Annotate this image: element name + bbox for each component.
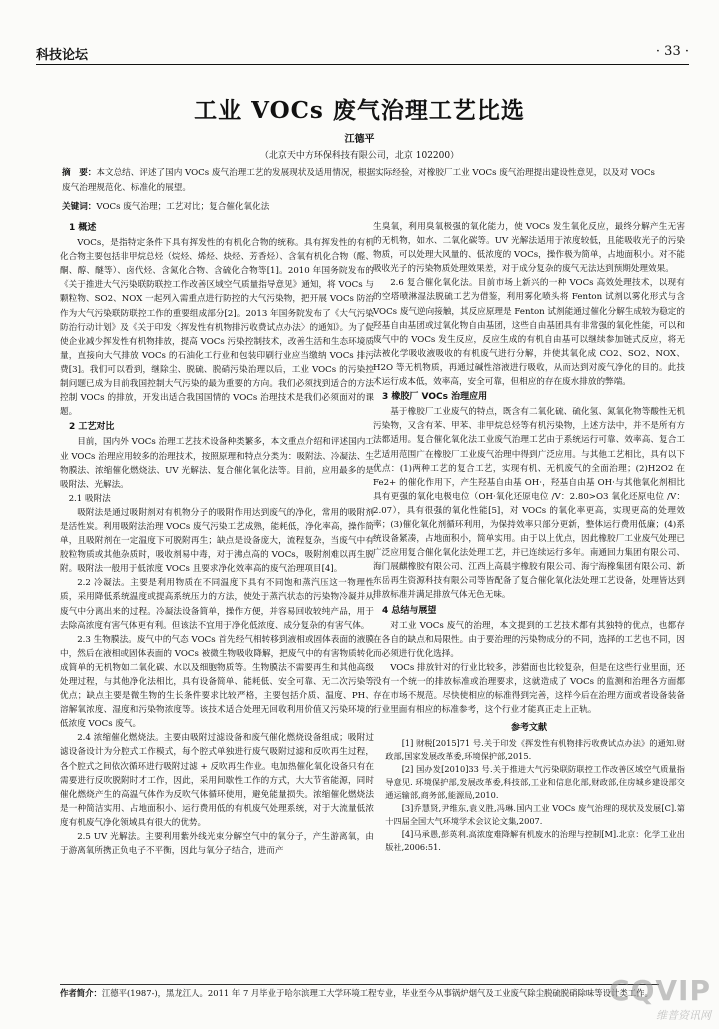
paragraph-text: 主要是利用物质在不同温度下具有不同饱和蒸汽压这一物理性质，采用降低系统温度或提高系统压力的方法，使处于蒸汽状态的污染物冷凝并从废气中分离出来的过程。冷凝法设备简单，操作方便，并容易回收较纯产品，用于去除高浓度有害气体更有利。但该法不宜用于净化低浓度、成分复杂的有害气体。 bbox=[60, 578, 374, 631]
section-heading-3: 3 橡胶厂 VOCs 治理应用 bbox=[382, 392, 488, 403]
paragraph bbox=[60, 633, 374, 732]
keywords-text: VOCs 废气治理；工艺对比；复合催化氧化法 bbox=[96, 202, 270, 212]
reference-item: [4]马承愚,彭英利.高浓度难降解有机废水的治理与控制[M].北京：化学工业出版社,2006:51. bbox=[385, 829, 685, 853]
paragraph: 对工业 VOCs 废气的治理，本文提到的工艺技术都有其独特的优点，也都存在各自的缺点和局限性。由于要治理的污染物成分的不同，选择的工艺也不同，因而必须进行优化选择。 bbox=[373, 620, 685, 659]
page-number: · 33 · bbox=[655, 44, 689, 59]
paragraph bbox=[60, 731, 374, 830]
keywords-label: 关键词： bbox=[62, 202, 97, 212]
reference-item: [2] 国办发[2010]33 号.关于推进大气污染联防联控工作改善区域空气质量指导意见. 环境保护部,发展改革委,科技部,工业和信息化部,财政部,住房城乡建设部交通运输部,商务部,能源局,2010. bbox=[385, 764, 685, 801]
keywords bbox=[62, 200, 659, 215]
paragraph: 生臭氧，利用臭氧极强的氧化能力，使 VOCs 发生氧化反应，最终分解产生无害的无机物，如水、二氧化碳等。UV 光解法适用于浓度较低，且能吸收光子的污染物质，可以处理大风量的、低浓度的 VOCs，操作极为简单，占地面积小。对不能吸收光子的污染物质处理效果差，对于成分复杂的废气无法达到预期处理效果。 bbox=[373, 222, 685, 275]
abstract-label: 摘 要： bbox=[62, 168, 97, 178]
author-footnote bbox=[60, 984, 659, 1000]
section-heading-2: 2 工艺对比 bbox=[69, 422, 115, 433]
watermark-subtitle: 维普资讯网 bbox=[656, 1009, 711, 1022]
footnote-label: 作者简介： bbox=[60, 988, 102, 998]
left-column bbox=[60, 220, 374, 858]
section-heading-4: 4 总结与展望 bbox=[382, 605, 437, 616]
paragraph-text: 主要利用紫外线光束分解空气中的氧分子，产生游离氧，由于游离氧所携正负电子不平衡，因此与氧分子结合，进而产 bbox=[60, 832, 374, 857]
footnote-text: 江德平(1987-)，黑龙江人。2011 年 7 月毕业于哈尔滨理工大学环境工程专业，毕业至今从事锅炉烟气及工业废气除尘脱硫脱硝除味等设计类工作。 bbox=[101, 988, 653, 998]
paragraph bbox=[373, 276, 685, 389]
paragraph bbox=[60, 830, 374, 858]
inline-heading-2-5: 2.5 UV 光解法。 bbox=[77, 832, 146, 843]
paragraph-text: 目前市场上新兴的一种 VOCs 高效处理技术，以现有的空塔喷淋湿法脱硫工艺为借鉴，利用雾化喷头将 Fenton 试剂以雾化形式与含 VOCs 废气逆向接触，其反应原理是 Fenton 试剂能通过催化分解生成较为稳定的羟基自由基团或过氧化物自由基团，这些自由基团具有非常强的氧化性能，可以和废气中的 VOCs 发生反应，反应生成的有机自由基可以继续参加链式反应，将无法被化学吸收液吸收的有机废气进行分解，并使其氧化成 CO2、SO2、NOX、H2O 等无机物质，再通过碱性溶液进行吸收，从而达到对废气净化的目的。此技术运行成本低，效率高，安全可靠，但相应的存在废水排放的弊端。 bbox=[373, 278, 685, 388]
author-name: 江德平 bbox=[344, 134, 375, 145]
paragraph: VOCs 排放针对的行业比较多，涉猎面也比较复杂，但是在这些行业里面，还没有一个统一的排放标准或治理要求，这就造成了 VOCs 的监测和治理各方面都存在市场不规范。尽快使相应的标准得到完善，这样今后在治理方面或者设备装备行业里面有相应的标准参考，这个行业才能真正走上正轨。 bbox=[373, 662, 685, 716]
paragraph: VOCs，是指特定条件下具有挥发性的有机化合物的统称。具有挥发性的有机化合物主要包括非甲烷总烃（烷烃、烯烃、炔烃、芳香烃）、含氧有机化合物（醛、酮、醇、醚等）、卤代烃、含氮化合物、含硫化合物等[1]。2010 年国务院发布的《关于推进大气污染联防联控工作改善区域空气质量指导意见》通知，将 VOCs 与颗粒物、SO2、NOX 一起列入需重点进行防控的大气污染物，把开展 VOCs 防治作为大气污染联防联控工作的重要组成部分[2]。2013 年国务院发布了《大气污染防治行动计划》及《关于印发〈挥发性有机物排污收费试点办法〉的通知》。为了促使企业减少挥发性有机物排放，提高 VOCs 污染控制技术，改善生活和生态环境质量，直接向大气排放 VOCs 的石油化工行业和包装印刷行业应当缴纳 VOCs 排污费[3]。我们可以看到，继除尘、脱硫、脱硝污染治理以后，工业 VOCs 的污染控制问题已成为目前我国控制大气污染的最为重要的方向。我们必须找到适合的方法控制 VOCs 的排放，开发出适合我国国情的 VOCs 治理技术是我们必须面对的课题。 bbox=[60, 238, 374, 418]
watermark-logo bbox=[609, 974, 711, 1023]
reference-item: [1] 财税[2015]71 号.关于印发《挥发性有机物排污收费试点办法》的通知.财政部,国家发展改革委,环境保护部,2015. bbox=[385, 738, 685, 762]
subsection-heading-2-1: 2.1 吸附法 bbox=[68, 493, 111, 504]
right-column bbox=[373, 220, 685, 854]
paragraph-text: 废气中的气态 VOCs 首先经气相转移到液相或固体表面的液膜中，然后在液相或固体表面的 VOCs 被微生物吸收降解，把废气中的有害物质转化成简单的无机物如二氧化碳、水以及细胞物质等。生物膜法不需要再生和其他高级处理过程，与其他净化法相比，具有设备简单、能耗低、安全可靠、无二次污染等优点；缺点主要是微生物的生长条件要求比较严格，主要包括介质、温度、PH、溶解氧浓度、湿度和污染物浓度等。该技术适合处理无回收利用价值又污染环境的低浓度 VOCs 废气。 bbox=[60, 634, 374, 730]
journal-section: 科技论坛 bbox=[36, 48, 89, 63]
paragraph bbox=[60, 576, 374, 632]
references-title: 参考文献 bbox=[510, 723, 547, 734]
page-header bbox=[36, 44, 689, 65]
inline-heading-2-3: 2.3 生物膜法。 bbox=[77, 634, 137, 645]
abstract-text: 本文总结、评述了国内 VOCs 废气治理工艺的发展现状及适用情况，根据实际经验，对橡胶厂工业 VOCs 废气治理提出建设性意见，以及对 VOCs 废气治理规范化、标准化的展望。 bbox=[62, 168, 655, 193]
author-affiliation: （北京天中方环保科技有限公司，北京 102200） bbox=[259, 151, 460, 161]
inline-heading-2-6: 2.6 复合催化氧化法。 bbox=[390, 278, 478, 289]
reference-item: [3]乔慧贤,尹维东,袁义胜,冯琳.国内工业 VOCs 废气治理的现状及发展[C].第十四届全国大气环境学术会议论文集,2007. bbox=[385, 803, 685, 827]
watermark-brand: CQVIP bbox=[609, 974, 711, 1007]
inline-heading-2-2: 2.2 冷凝法。 bbox=[77, 578, 131, 589]
paragraph: 目前，国内外 VOCs 治理工艺技术设备种类繁多，本文重点介绍和评述国内工业 VOCs 治理应用较多的治理技术，按照原理和特点分类为：吸附法、冷凝法、生物膜法、浓缩催化燃烧法、UV 光解法、复合催化氧化法等。目前，应用最多的是吸附法、光解法。 bbox=[60, 437, 374, 490]
paragraph: 基于橡胶厂工业废气的特点，既含有二氧化硫、硫化氢、氮氧化物等酸性无机污染物，又含有苯、甲苯、非甲烷总烃等有机污染物，上述方法中，并不是所有方法都适用。复合催化氧化法工业废气治理工艺由于系统运行可靠、效率高、复合工艺适用范围广在橡胶厂工业废气治理中得到广泛应用。与其他工艺相比，具有以下优点：(1)两种工艺的复合工艺，实现有机、无机废气的全面治理；(2)H2O2 在 Fe2+ 的催化作用下，产生羟基自由基 OH·，羟基自由基 OH·与其他氧化剂相比具有更强的氧化电极电位（OH·氧化还原电位 /V：2.80>O3 氧化还原电位 /V：2.07），具有很强的氧化性能[5]，对 VOCs 的氧化率更高，实现更高的处理效率；(3)催化氧化剂循环利用，为保持效率只部分更新，整体运行费用低廉；(4)系统设备紧凑，占地面积小，简单实用。由于以上优点，因此橡胶厂工业废气处理已广泛应用复合催化氧化法处理工艺，并已连续运行多年。南通回力集团有限公司、海门展麒橡胶有限公司、江西上高晨宇橡胶有限公司、海宁海橡集团有限公司、新东岳再生资源科技有限公司等皆配备了复合催化氧化法处理工艺设备，处理皆达到排放标准并满足排放气体无色无味。 bbox=[373, 407, 685, 601]
abstract bbox=[62, 166, 659, 196]
inline-heading-2-4: 2.4 浓缩催化燃烧法。 bbox=[77, 733, 164, 744]
paragraph-text: 主要由吸附过滤设备和废气催化燃烧设备组成；吸附过滤设备设计为分腔式工作模式，每个腔式单独进行废气吸附过滤和反吹再生过程，各个腔式之间依次循环进行吸附过滤 + 反吹再生作业。电加热催化氧化设备只有在需要进行反吹脱附时才工作，因此，采用间歇性工作的方式，大大节省能源，同时催化燃烧产生的高温气体作为反吹气体循环使用，避免能量损失。浓缩催化燃烧法是一种简洁实用、占地面积小、运行费用低的有机废气处理系统，对于大流量低浓度有机废气净化领域具有很大的优势。 bbox=[60, 733, 374, 828]
article-title: 工业 VOCs 废气治理工艺比选 bbox=[194, 97, 525, 124]
section-heading-1: 1 概述 bbox=[69, 223, 97, 233]
paragraph: 吸附法是通过吸附剂对有机物分子的吸附作用达到废气的净化，常用的吸附剂是活性炭。利用吸附法治理 VOCs 废气污染工艺成熟，能耗低，净化率高，操作简单，且吸附剂在一定温度下可脱附再生；缺点是设备庞大，流程复杂，当废气中有胶粒物质或其他杂质时，吸收剂易中毒，对于沸点高的 VOCs，吸附剂难以再生脱附。吸附法一般用于低浓度 VOCs 且要求净化效率高的废气治理项目[4]。 bbox=[60, 507, 374, 575]
